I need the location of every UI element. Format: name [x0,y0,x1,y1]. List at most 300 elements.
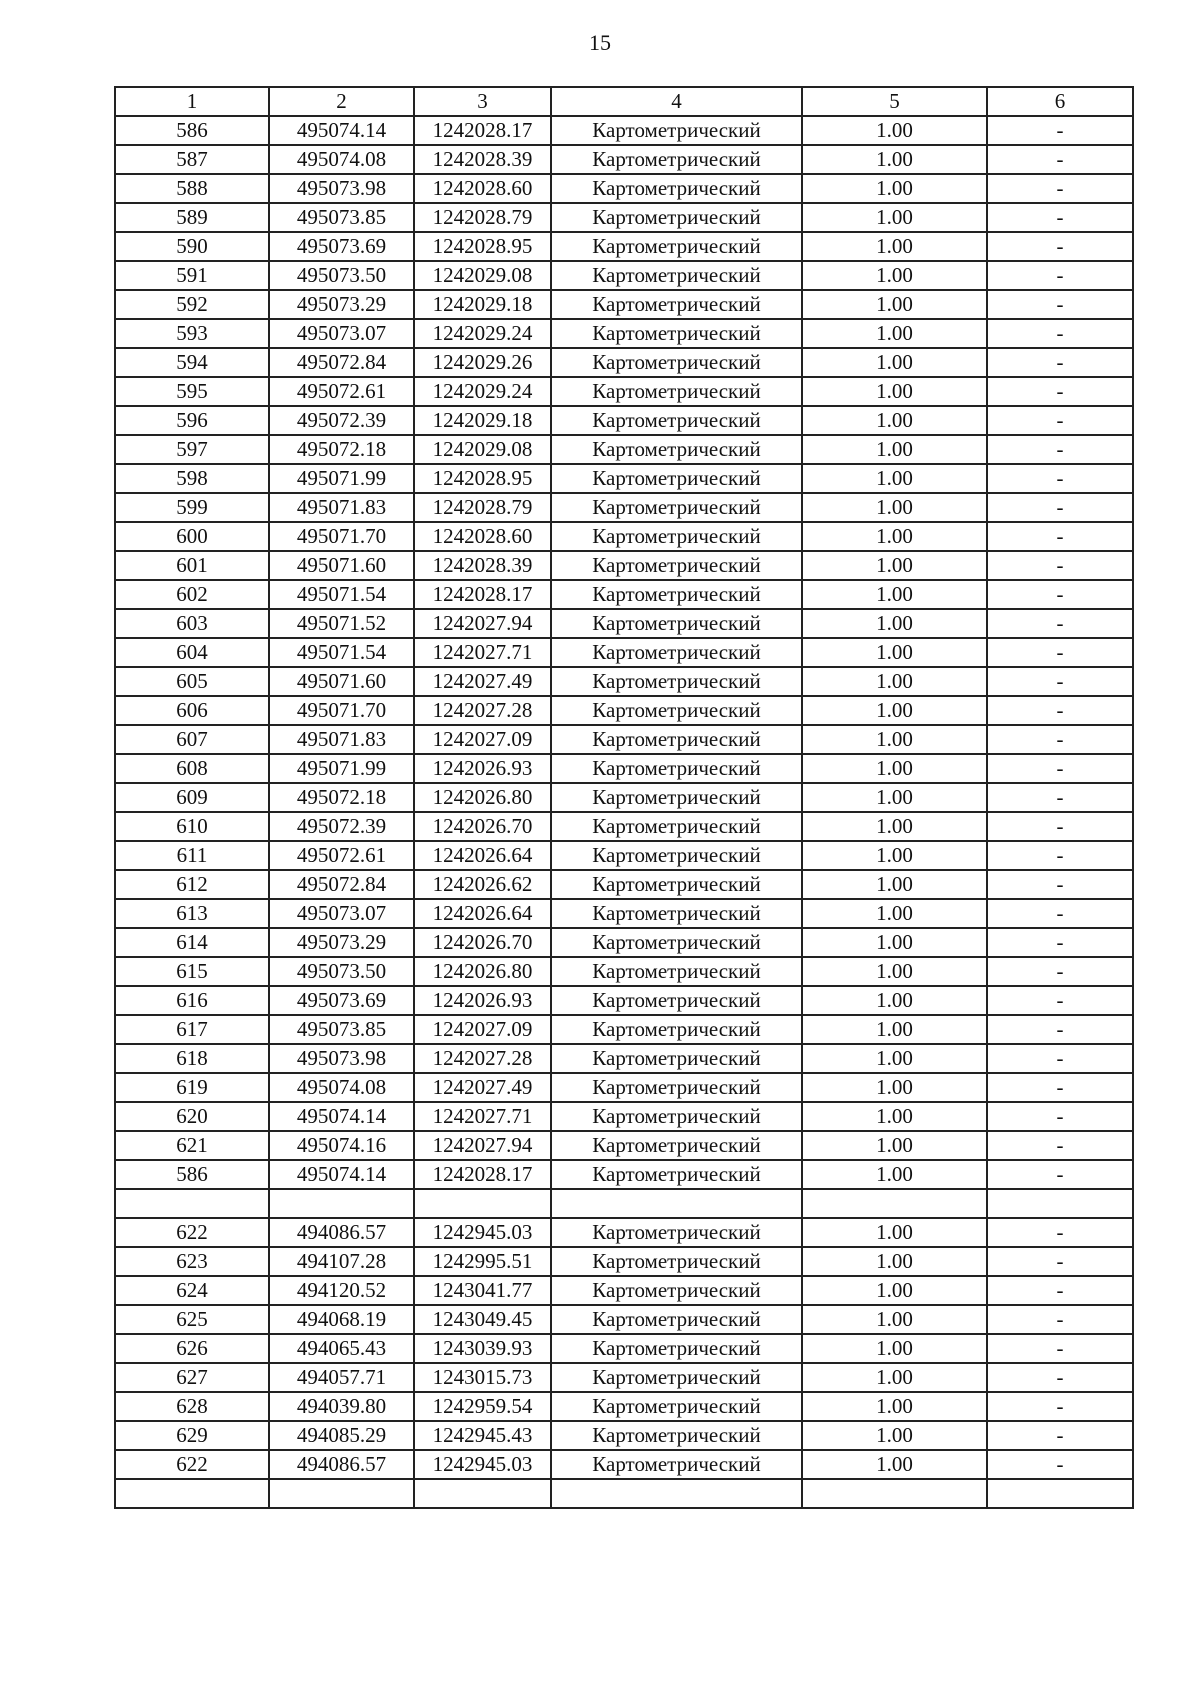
table-cell: 495073.98 [269,174,414,203]
table-cell: 1.00 [802,435,987,464]
table-cell: 1.00 [802,1334,987,1363]
table-cell: Картометрический [551,551,802,580]
table-cell: 1242945.43 [414,1421,551,1450]
table-row [115,638,1133,667]
table-cell: - [987,957,1133,986]
table-row [115,203,1133,232]
table-cell: 1.00 [802,957,987,986]
table-cell: Картометрический [551,145,802,174]
table-row [115,580,1133,609]
table-cell: 495073.07 [269,319,414,348]
table-cell: - [987,1015,1133,1044]
table-row [115,1276,1133,1305]
table-cell: - [987,754,1133,783]
table-cell: 495071.99 [269,754,414,783]
table-cell: 1243039.93 [414,1334,551,1363]
table-cell: - [987,406,1133,435]
table-cell: 494065.43 [269,1334,414,1363]
table-cell: 1242027.28 [414,696,551,725]
table-row [115,493,1133,522]
table-cell [115,1189,269,1218]
table-cell: Картометрический [551,377,802,406]
table-cell: 1243015.73 [414,1363,551,1392]
table-cell: Картометрический [551,1392,802,1421]
table-cell: 1.00 [802,232,987,261]
table-cell: 495072.84 [269,870,414,899]
table-cell: 1242029.18 [414,406,551,435]
header-cell: 3 [414,87,551,116]
table-cell: 495071.54 [269,580,414,609]
table-cell: - [987,1363,1133,1392]
table-cell: 606 [115,696,269,725]
table-cell: 1242028.60 [414,174,551,203]
table-cell: - [987,435,1133,464]
table-cell: - [987,783,1133,812]
table-cell: 1242029.24 [414,377,551,406]
table-cell: 600 [115,522,269,551]
table-cell: - [987,1160,1133,1189]
table-cell: 495074.14 [269,1102,414,1131]
table-cell: 622 [115,1450,269,1479]
table-cell: 1.00 [802,580,987,609]
table-row [115,841,1133,870]
table-cell: 1.00 [802,145,987,174]
table-cell: 589 [115,203,269,232]
table-row [115,522,1133,551]
table-cell: 495071.83 [269,725,414,754]
table-cell: Картометрический [551,1073,802,1102]
table-row [115,464,1133,493]
table-cell: Картометрический [551,638,802,667]
table-cell: Картометрический [551,1160,802,1189]
table-row [115,609,1133,638]
table-cell: 495074.08 [269,1073,414,1102]
table-cell: 495072.39 [269,812,414,841]
table-cell: 625 [115,1305,269,1334]
table-row [115,1479,1133,1508]
table-cell: - [987,203,1133,232]
table-cell: 494086.57 [269,1450,414,1479]
table-cell: 1242027.71 [414,1102,551,1131]
table-cell: 1242027.94 [414,609,551,638]
table-cell: 1.00 [802,1044,987,1073]
table-cell: Картометрический [551,1131,802,1160]
table-row [115,928,1133,957]
table-cell: Картометрический [551,667,802,696]
table-cell: 1242029.08 [414,261,551,290]
table-cell: - [987,1392,1133,1421]
table-cell: Картометрический [551,116,802,145]
table-cell: 613 [115,899,269,928]
table-cell: Картометрический [551,609,802,638]
table-cell: - [987,1421,1133,1450]
table-cell: 596 [115,406,269,435]
table-cell: - [987,986,1133,1015]
table-cell [269,1479,414,1508]
header-cell: 1 [115,87,269,116]
table-row [115,1131,1133,1160]
table-row [115,435,1133,464]
table-row [115,377,1133,406]
table-cell: 1242945.03 [414,1450,551,1479]
table-cell: 1242028.17 [414,1160,551,1189]
table-row [115,1392,1133,1421]
table-cell: 598 [115,464,269,493]
table-cell: 1242027.49 [414,1073,551,1102]
table-cell: 495072.39 [269,406,414,435]
table-cell: - [987,319,1133,348]
table-cell: 1.00 [802,783,987,812]
table-cell: 623 [115,1247,269,1276]
table-cell: Картометрический [551,1218,802,1247]
table-cell: 1.00 [802,870,987,899]
table-cell: 593 [115,319,269,348]
table-row [115,696,1133,725]
table-cell: 609 [115,783,269,812]
table-cell: 586 [115,116,269,145]
table-cell: - [987,1247,1133,1276]
table-cell: 588 [115,174,269,203]
table-cell: 1242027.94 [414,1131,551,1160]
table-cell: 495071.60 [269,667,414,696]
table-cell: 495073.50 [269,261,414,290]
table-cell: 495073.69 [269,232,414,261]
table-cell [269,1189,414,1218]
table-cell: 601 [115,551,269,580]
table-cell: 610 [115,812,269,841]
table-cell: 1242028.79 [414,203,551,232]
table-cell: 592 [115,290,269,319]
table-row [115,899,1133,928]
table-cell: 1242026.80 [414,957,551,986]
table-cell: - [987,1073,1133,1102]
header-cell: 6 [987,87,1133,116]
table-cell: 1242029.24 [414,319,551,348]
table-cell: - [987,290,1133,319]
table-cell: 1242959.54 [414,1392,551,1421]
coordinates-table [114,86,1134,1509]
table-cell: 495073.69 [269,986,414,1015]
table-cell: 626 [115,1334,269,1363]
table-cell: 1242028.95 [414,232,551,261]
table-cell: 594 [115,348,269,377]
table-cell [802,1189,987,1218]
table-cell: 1.00 [802,1160,987,1189]
table-cell: Картометрический [551,696,802,725]
table-row [115,667,1133,696]
table-cell [115,1479,269,1508]
table-cell: 1242026.93 [414,754,551,783]
table-cell: - [987,1334,1133,1363]
table-cell: 1.00 [802,899,987,928]
table-cell: 1243049.45 [414,1305,551,1334]
table-cell: 1242027.28 [414,1044,551,1073]
table-cell: 1.00 [802,696,987,725]
page-number: 15 [589,30,611,55]
table-cell [414,1479,551,1508]
table-cell: 1.00 [802,1421,987,1450]
table-cell: Картометрический [551,783,802,812]
table-cell: 495071.70 [269,696,414,725]
table-cell: 495073.85 [269,203,414,232]
table-cell: Картометрический [551,290,802,319]
table-cell: 1.00 [802,348,987,377]
table-cell: 587 [115,145,269,174]
table-cell: 602 [115,580,269,609]
table-cell: 1.00 [802,754,987,783]
table-cell: - [987,1102,1133,1131]
table-cell: 494057.71 [269,1363,414,1392]
table-cell: Картометрический [551,986,802,1015]
table-cell: 494086.57 [269,1218,414,1247]
table-row [115,145,1133,174]
table-cell: - [987,1305,1133,1334]
table-cell: 629 [115,1421,269,1450]
table-cell: Картометрический [551,522,802,551]
table-cell: - [987,1131,1133,1160]
table-cell: 495071.99 [269,464,414,493]
table-row [115,1305,1133,1334]
table-cell: 495073.29 [269,290,414,319]
table-cell: Картометрический [551,348,802,377]
table-row [115,1363,1133,1392]
table-cell: 1242026.70 [414,812,551,841]
table-cell: 1242028.17 [414,116,551,145]
table-cell: 1.00 [802,1073,987,1102]
table-cell: Картометрический [551,1276,802,1305]
table-cell: 605 [115,667,269,696]
table-row [115,1421,1133,1450]
table-cell: 495074.14 [269,116,414,145]
table-cell: 1242028.95 [414,464,551,493]
table-cell: - [987,116,1133,145]
table-cell: Картометрический [551,1334,802,1363]
table-row [115,406,1133,435]
table-cell: 1.00 [802,928,987,957]
table-row [115,725,1133,754]
table-row [115,1073,1133,1102]
table-cell: 615 [115,957,269,986]
table-cell: 1.00 [802,551,987,580]
table-cell: 1.00 [802,1450,987,1479]
table-row [115,1044,1133,1073]
table-cell: - [987,841,1133,870]
table-row [115,986,1133,1015]
table-cell: Картометрический [551,493,802,522]
table-cell [987,1189,1133,1218]
table-row [115,348,1133,377]
table-cell: - [987,145,1133,174]
table-cell: 1.00 [802,522,987,551]
table-cell: 611 [115,841,269,870]
table-cell: 1.00 [802,1247,987,1276]
table-cell: 1242945.03 [414,1218,551,1247]
table-cell: 1242029.08 [414,435,551,464]
table-cell: 608 [115,754,269,783]
table-cell: 1242028.39 [414,145,551,174]
table-cell: 1.00 [802,1363,987,1392]
table-row [115,1450,1133,1479]
table-cell: 1.00 [802,1102,987,1131]
table-cell: 597 [115,435,269,464]
table-cell: - [987,870,1133,899]
table-cell: 1.00 [802,1015,987,1044]
table-cell: Картометрический [551,580,802,609]
table-cell: - [987,464,1133,493]
table-row [115,812,1133,841]
table-cell: Картометрический [551,1102,802,1131]
table-cell: Картометрический [551,1305,802,1334]
table-cell: - [987,928,1133,957]
table-cell: 1242026.70 [414,928,551,957]
table-cell: 619 [115,1073,269,1102]
table-cell: 607 [115,725,269,754]
header-cell: 2 [269,87,414,116]
header-cell: 5 [802,87,987,116]
table-row [115,232,1133,261]
table-cell: Картометрический [551,1363,802,1392]
table-cell: - [987,493,1133,522]
table-cell: 495072.18 [269,435,414,464]
table-cell: 1242026.80 [414,783,551,812]
table-cell: 495073.98 [269,1044,414,1073]
table-cell: 1242027.71 [414,638,551,667]
table-cell: 1.00 [802,116,987,145]
table-cell: - [987,232,1133,261]
table-cell: 1242026.64 [414,841,551,870]
table-cell: 494039.80 [269,1392,414,1421]
table-row [115,1189,1133,1218]
table-cell: 628 [115,1392,269,1421]
table-cell: 1.00 [802,812,987,841]
table-cell: 627 [115,1363,269,1392]
table-row [115,1218,1133,1247]
table-cell: Картометрический [551,232,802,261]
table-cell: 495073.07 [269,899,414,928]
table-cell: 603 [115,609,269,638]
table-body [115,116,1133,1508]
table-cell: Картометрический [551,406,802,435]
table-cell: 604 [115,638,269,667]
table-cell: 494120.52 [269,1276,414,1305]
table-cell: 495071.54 [269,638,414,667]
table-cell: 495073.29 [269,928,414,957]
table-cell: Картометрический [551,174,802,203]
table-cell: - [987,174,1133,203]
table-row [115,1334,1133,1363]
table-cell: Картометрический [551,1450,802,1479]
table-cell: Картометрический [551,261,802,290]
table-header-row [115,87,1133,116]
table-cell: 1.00 [802,1392,987,1421]
table-cell: 1.00 [802,638,987,667]
table-cell: Картометрический [551,725,802,754]
table-cell: 621 [115,1131,269,1160]
table-cell [551,1189,802,1218]
table-cell: Картометрический [551,435,802,464]
table-cell: 1242028.60 [414,522,551,551]
table-cell: - [987,1276,1133,1305]
table-cell: 495071.83 [269,493,414,522]
table-cell: Картометрический [551,812,802,841]
table-cell: 614 [115,928,269,957]
table-cell: 1242027.49 [414,667,551,696]
table-cell: 624 [115,1276,269,1305]
table-cell: - [987,1218,1133,1247]
table-cell: 1.00 [802,841,987,870]
table-cell: 618 [115,1044,269,1073]
table-cell: - [987,348,1133,377]
table-cell: Картометрический [551,319,802,348]
table-cell: - [987,377,1133,406]
table-cell [987,1479,1133,1508]
table-cell: Картометрический [551,1015,802,1044]
table-cell: 1.00 [802,406,987,435]
table-cell: 617 [115,1015,269,1044]
table-cell: 599 [115,493,269,522]
table-cell: - [987,899,1133,928]
table-cell: Картометрический [551,841,802,870]
table-cell: 595 [115,377,269,406]
table-cell: 494085.29 [269,1421,414,1450]
table-cell: 1.00 [802,1218,987,1247]
table-row [115,1247,1133,1276]
table-cell: 495074.14 [269,1160,414,1189]
table-cell: 1242027.09 [414,1015,551,1044]
table-cell: - [987,1044,1133,1073]
table-cell: 1.00 [802,493,987,522]
table-row [115,957,1133,986]
table-cell: 1.00 [802,986,987,1015]
table-cell: 1242995.51 [414,1247,551,1276]
table-cell: 591 [115,261,269,290]
table-cell: 1.00 [802,203,987,232]
table-cell [802,1479,987,1508]
table-cell: 495072.84 [269,348,414,377]
table-cell: - [987,725,1133,754]
table-cell: 1242026.62 [414,870,551,899]
table-cell: 1.00 [802,667,987,696]
table-cell: 1242027.09 [414,725,551,754]
table-row [115,870,1133,899]
table-row [115,319,1133,348]
table-cell: 494068.19 [269,1305,414,1334]
table-row [115,290,1133,319]
table-cell: 586 [115,1160,269,1189]
table-cell: 612 [115,870,269,899]
table-cell: 1242028.79 [414,493,551,522]
table-cell: 1242029.18 [414,290,551,319]
table-cell: 1.00 [802,1305,987,1334]
table-cell: 495071.70 [269,522,414,551]
table-cell: 1.00 [802,609,987,638]
table-row [115,1160,1133,1189]
table-cell: 1242029.26 [414,348,551,377]
table-cell: - [987,812,1133,841]
table-cell [414,1189,551,1218]
table-cell: Картометрический [551,1044,802,1073]
table-cell: 1.00 [802,1131,987,1160]
table-cell: 620 [115,1102,269,1131]
table-cell: 495071.60 [269,551,414,580]
table-cell: - [987,261,1133,290]
table-cell: 495073.50 [269,957,414,986]
table-cell: 1243041.77 [414,1276,551,1305]
table-cell: - [987,638,1133,667]
table-cell: 1242028.39 [414,551,551,580]
table-cell: 495072.61 [269,841,414,870]
table-row [115,261,1133,290]
